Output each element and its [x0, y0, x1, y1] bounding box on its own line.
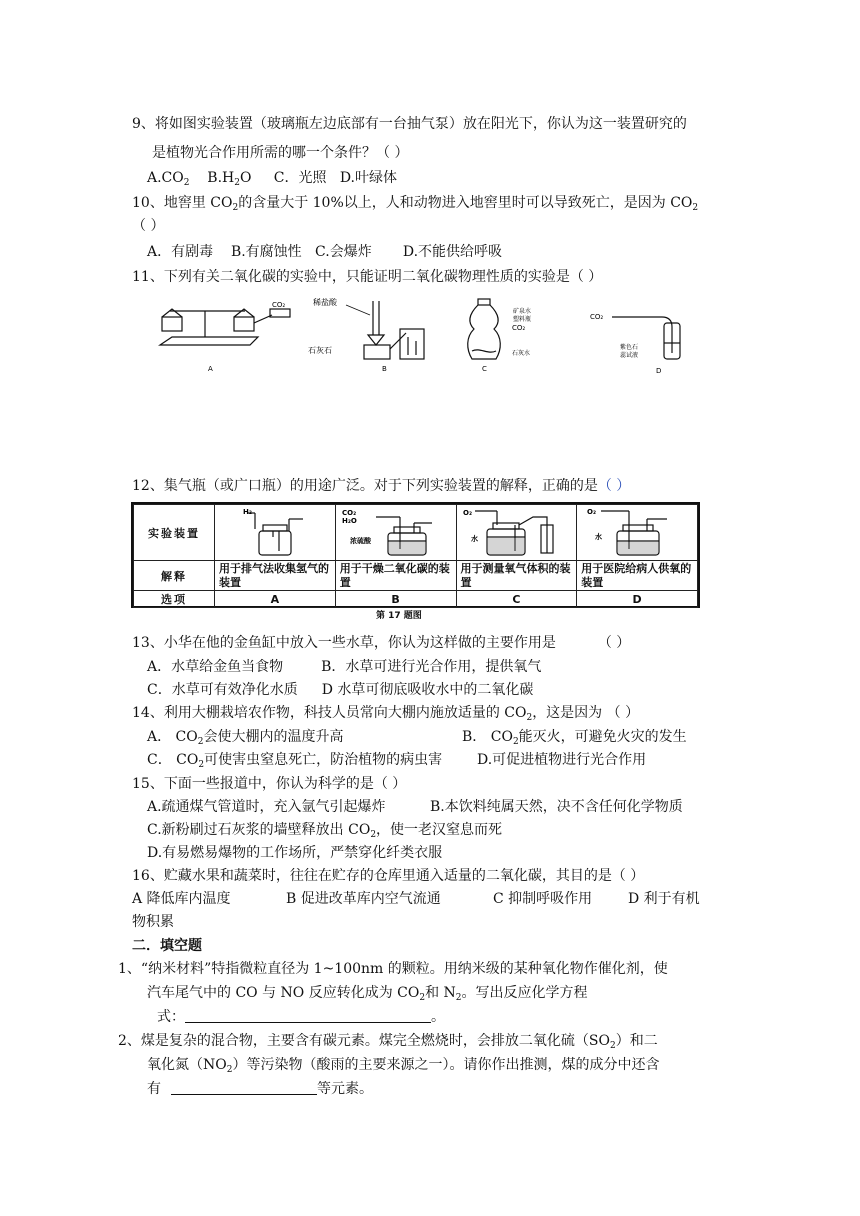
q16-option-d: D 利于有机 [628, 891, 700, 907]
q15-text: 15、下面一些报道中，你认为科学的是（ ） [132, 776, 407, 792]
f2-line2: 氧化氮$(NO_2)$等污染物（酸雨的主要来源之一）。请你作出推测，煤的成分中还含 [147, 1057, 660, 1075]
gas-bottle-c-icon [457, 505, 577, 557]
f2-answer-blank[interactable] [171, 1080, 317, 1095]
q14-option-a: A． $CO_2$会使大棚内的温度升高 [147, 729, 344, 747]
q9-line1: 9、将如图实验装置（玻璃瓶左边底部有一台抽气泵）放在阳光下，你认为这一装置研究的 [132, 116, 687, 132]
q9-options: $A.CO_2$ $B.H_2O$ C．光照 D.叶绿体 [147, 170, 397, 188]
option-b: B [335, 591, 456, 608]
q11-figure [150, 293, 710, 378]
explanation-d: 用于医院给病人供氧的装置 [577, 561, 698, 591]
gas-label-b2: H₂O [341, 517, 357, 525]
fig-label-dilute-acid: 稀盐酸 [313, 298, 337, 307]
q16-option-d-cont: 物积累 [132, 914, 174, 930]
q10-options: A．有剧毒 B.有腐蚀性 C.会爆炸 D.不能供给呼吸 [147, 244, 503, 260]
q13-options-ab: A．水草给金鱼当食物 B．水草可进行光合作用，提供氧气 [147, 659, 542, 675]
q12-figure-caption: 第 17 题图 [376, 611, 422, 621]
fig-label-limestone: 石灰石 [308, 346, 332, 355]
q10-line1: 10、地窖里 $CO_2$的含量大于 10%以上，人和动物进入地窖里时可以导致死亡，是因为 $CO_2$ [132, 195, 699, 213]
fig-label-co2-a: CO₂ [272, 301, 286, 309]
q16-option-b: B 促进改革库内空气流通 [286, 891, 441, 907]
fig-label-litmus2: 蕊试液 [620, 352, 639, 359]
q14-text: 14、利用大棚栽培农作物，科技人员常向大棚内施放适量的 $CO_2$，这是因为 （ ） [132, 705, 640, 723]
apparatus-d [577, 505, 698, 561]
liquid-label-d: 水 [595, 533, 603, 541]
apparatus-a [215, 505, 336, 561]
q14-option-d: D.可促进植物进行光合作用 [477, 752, 647, 768]
fig-label-lime-water: 石灰水 [512, 350, 531, 357]
fig-label-d: D [656, 367, 662, 375]
explanation-c: 用于测量氧气体积的装置 [456, 561, 577, 591]
liquid-label-b: 浓硫酸 [349, 537, 371, 545]
q16-text: 16、贮藏水果和蔬菜时，往往在贮存的仓库里通入适量的二氧化碳，其目的是（ ） [132, 868, 645, 884]
explanation-a: 用于排气法收集氢气的装置 [215, 561, 336, 591]
fig-label-plastic-bottle: 塑料瓶 [513, 316, 532, 323]
figure-a-balance [160, 309, 290, 345]
fig-label-b: B [382, 365, 387, 373]
q13-text: 13、小华在他的金鱼缸中放入一些水草，你认为这样做的主要作用是 （ ） [132, 635, 631, 651]
gas-label-d: O₂ [587, 508, 597, 516]
q10-line2: （ ） [132, 218, 165, 234]
q15-option-d: D.有易燃易爆物的工作场所，严禁穿化纤类衣服 [147, 845, 443, 861]
f1-answer-blank[interactable] [185, 1008, 431, 1023]
gas-bottle-a-icon [225, 505, 325, 557]
figure-c-bottle [468, 299, 501, 359]
f1-line1: 1、“纳米材料”特指微粒直径为 1~100nm 的颗粒。用纳米级的某种氧化物作催化剂，使 [118, 961, 668, 977]
figure-b-candles [364, 301, 424, 359]
q14-option-c: C． $CO_2$可使害虫窒息死亡，防治植物的病虫害 [147, 752, 443, 770]
gas-label-c: O₂ [462, 509, 472, 517]
fig-label-litmus: 紫色石 [620, 344, 639, 351]
fig-label-co2-c: CO₂ [512, 324, 526, 332]
explanation-b: 用于干燥二氧化碳的装置 [335, 561, 456, 591]
f1-line3: 式： 。 [157, 1009, 445, 1025]
f2-line1: 2、煤是复杂的混合物，主要含有碳元素。煤完全燃烧时，会排放二氧化硫$(SO_2)$和二 [118, 1033, 658, 1051]
gas-bottle-d-icon [577, 505, 707, 557]
q15-option-a: A.疏通煤气管道时，充入氩气引起爆炸 [147, 799, 386, 815]
gas-label-b1: CO₂ [341, 509, 356, 517]
q12-text: 12、集气瓶（或广口瓶）的用途广泛。对于下列实验装置的解释，正确的是（ ） [132, 478, 631, 494]
section-fill-blank-title: 二．填空题 [132, 938, 202, 954]
option-c: C [456, 591, 577, 608]
fig-label-c: C [482, 365, 487, 373]
q9-line2: 是植物光合作用所需的哪一个条件？（ ） [152, 145, 409, 161]
q12-apparatus-table [131, 502, 700, 608]
q13-options-cd: C．水草可有效净化水质 D 水草可彻底吸收水中的二氧化碳 [147, 682, 534, 698]
f1-line2: 汽车尾气中的 CO 与 NO 反应转化成为 $CO_2$和 $N_2$。写出反应化学方程 [147, 985, 588, 1003]
q16-option-c: C 抑制呼吸作用 [493, 891, 593, 907]
fig-label-co2-d: CO₂ [590, 313, 604, 321]
gas-bottle-b-icon [336, 505, 456, 557]
gas-label-a: H₂ [242, 508, 252, 516]
fig-label-a: A [208, 365, 213, 373]
q11-text: 11、下列有关二氧化碳的实验中，只能证明二氧化碳物理性质的实验是（ ） [132, 269, 603, 285]
q16-option-a: A 降低库内温度 [132, 891, 231, 907]
table-head-option: 选项 [134, 591, 215, 608]
fig-label-water-bottle: 矿泉水 [513, 308, 532, 315]
f2-line3: 有 等元素。 [147, 1081, 373, 1097]
liquid-label-c: 水 [470, 535, 478, 543]
option-d: D [577, 591, 698, 608]
table-head-explanation: 解释 [134, 561, 215, 591]
q15-option-c: C.新粉刷过石灰浆的墙壁释放出 $CO_2$，使一老汉窒息而死 [147, 822, 503, 840]
apparatus-c [456, 505, 577, 561]
apparatus-b [335, 505, 456, 561]
q14-option-b: B． $CO_2$能灭火，可避免火灾的发生 [462, 729, 687, 747]
option-a: A [215, 591, 336, 608]
q15-option-b: B.本饮料纯属天然，决不含任何化学物质 [430, 799, 683, 815]
table-head-apparatus: 实验装置 [134, 505, 215, 561]
